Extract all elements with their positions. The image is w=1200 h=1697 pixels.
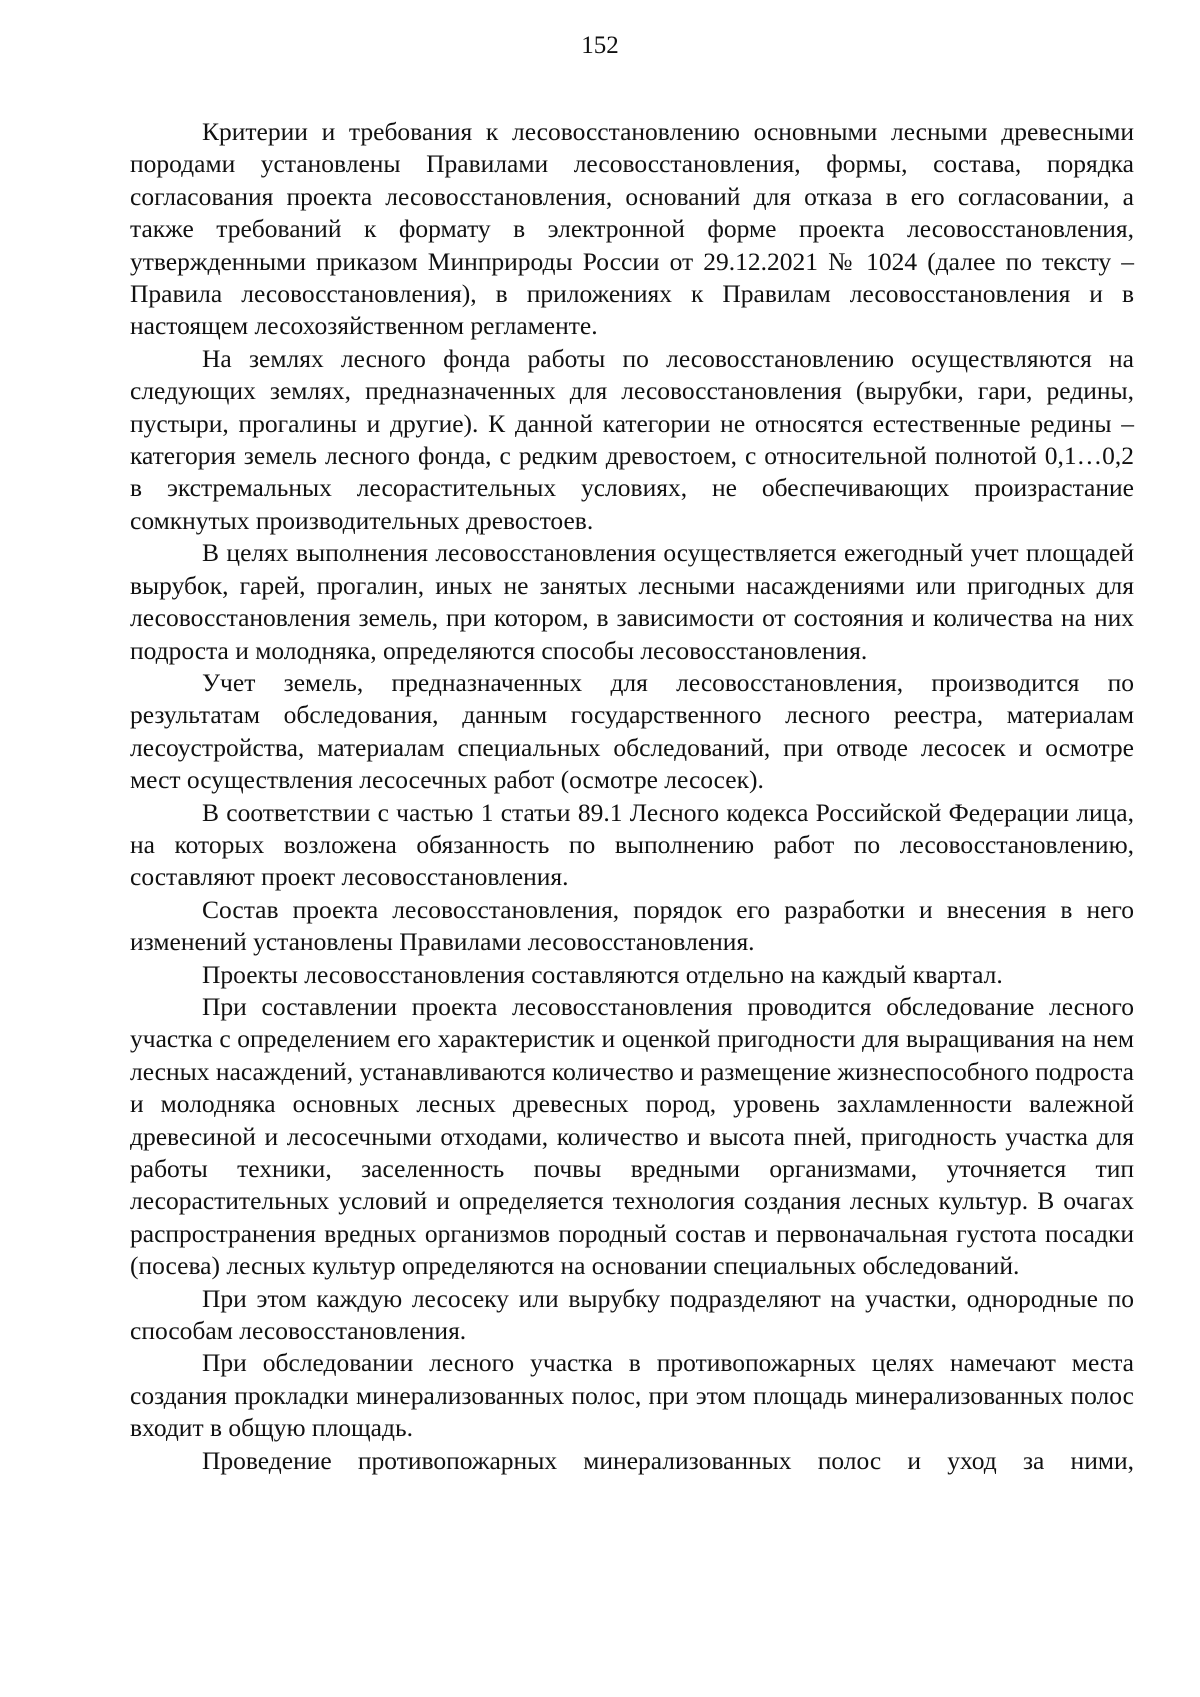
paragraph: В соответствии с частью 1 статьи 89.1 Лесного кодекса Российской Федерации лица, на которых возложена обязанность по выполнению работ по лесовосстановлению, составляют проект лесовосстановления. [130, 797, 1134, 892]
paragraph: Проекты лесовосстановления составляются отдельно на каждый квартал. [202, 959, 1003, 989]
paragraph: На землях лесного фонда работы по лесовосстановлению осуществляются на следующих землях, предназначенных для лесовосстановления (вырубки, гари, редины, пустыри, прогалины и другие). К данной категории не относятся естественные редины – категория земель лесного фонда, с редким древостоем, с относительной полнотой 0,1…0,2 в экстремальных лесорастительных условиях, не обеспечивающих произрастание сомкнутых производительных древостоев. [130, 343, 1134, 535]
document-body [130, 116, 1134, 1477]
page-number: 152 [581, 32, 619, 59]
paragraph: В целях выполнения лесовосстановления осуществляется ежегодный учет площадей вырубок, гарей, прогалин, иных не занятых лесными насаждениями или пригодных для лесовосстановления земель, при котором, в зависимости от состояния и количества на них подроста и молодняка, определяются способы лесовосстановления. [130, 538, 1134, 665]
paragraph-continued: Проведение противопожарных минерализованных полос и уход за ними, [202, 1445, 1134, 1475]
paragraph: Критерии и требования к лесовосстановлению основными лесными древесными породами установлены Правилами лесовосстановления, формы, состава, порядка согласования проекта лесовосстановления, оснований для отказа в его согласовании, а также требований к формату в электронной форме проекта лесовосстановления, утвержденными приказом Минприроды России от 29.12.2021 № 1024 (далее по тексту – Правила лесовосстановления), в приложениях к Правилам лесовосстановления и в настоящем лесохозяйственном регламенте. [130, 117, 1134, 341]
paragraph: Состав проекта лесовосстановления, порядок его разработки и внесения в него изменений установлены Правилами лесовосстановления. [130, 894, 1134, 957]
paragraph: Учет земель, предназначенных для лесовосстановления, производится по результатам обследования, данным государственного лесного реестра, материалам лесоустройства, материалам специальных обследований, при отводе лесосек и осмотре мест осуществления лесосечных работ (осмотре лесосек). [130, 667, 1134, 795]
paragraph: При этом каждую лесосеку или вырубку подразделяют на участки, однородные по способам лесовосстановления. [130, 1283, 1134, 1346]
paragraph: При составлении проекта лесовосстановления проводится обследование лесного участка с определением его характеристик и оценкой пригодности для выращивания на нем лесных насаждений, устанавливаются количество и размещение жизнеспособного подроста и молодняка основных лесных древесных пород, уровень захламленности валежной древесиной и лесосечными отходами, количество и высота пней, пригодность участка для работы техники, заселенность почвы вредными организмами, уточняется тип лесорастительных условий и определяется технология создания лесных культур. В очагах распространения вредных организмов породный состав и первоначальная густота посадки (посева) лесных культур определяются на основании специальных обследований. [130, 991, 1134, 1281]
paragraph: При обследовании лесного участка в противопожарных целях намечают места создания прокладки минерализованных полос, при этом площадь минерализованных полос входит в общую площадь. [130, 1348, 1134, 1443]
